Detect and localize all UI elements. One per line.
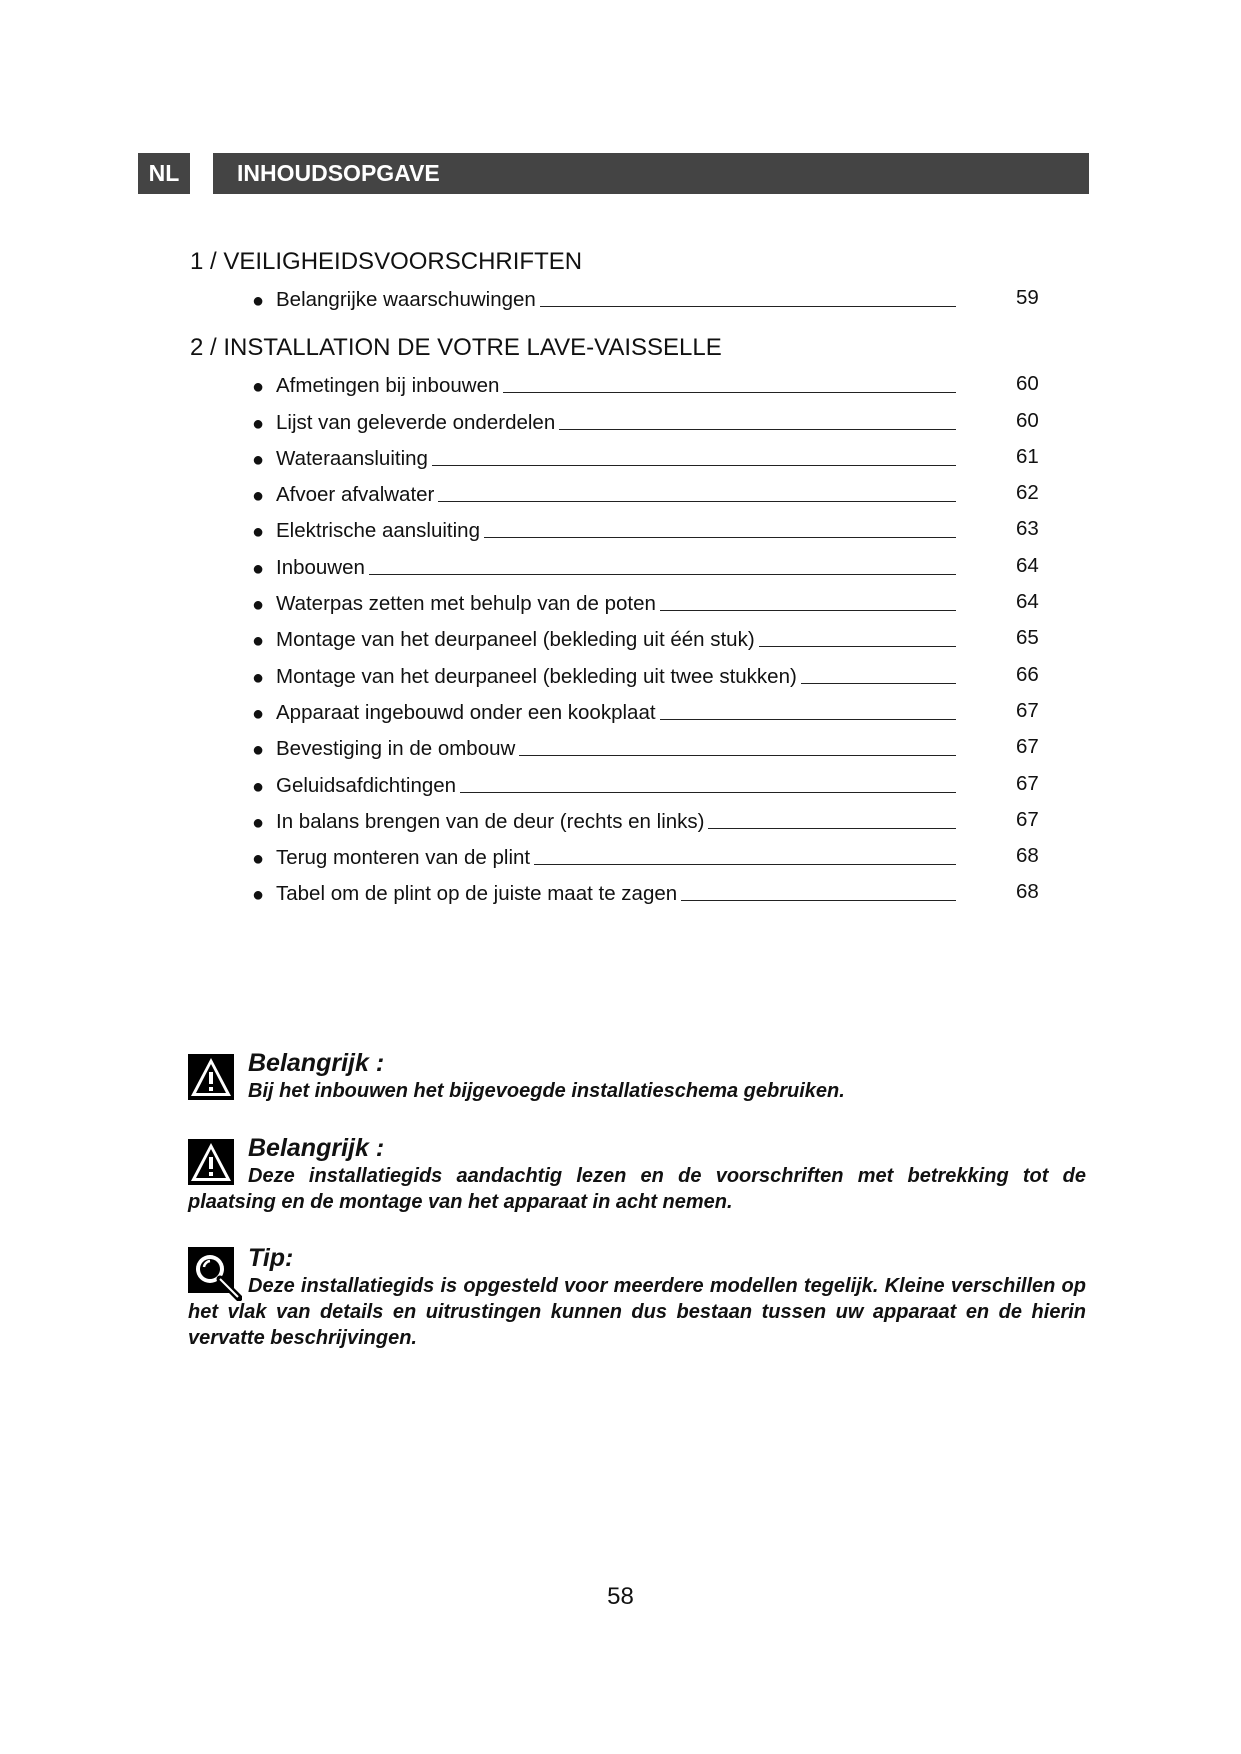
- toc-entry[interactable]: [190, 445, 1050, 481]
- toc-entry[interactable]: [190, 772, 1050, 808]
- toc-entry-label: Montage van het deurpaneel (bekleding uit één stuk): [276, 628, 755, 652]
- toc-entry-page: 60: [1016, 372, 1039, 396]
- bullet-icon: ●: [252, 811, 265, 834]
- bullet-icon: ●: [252, 630, 265, 653]
- toc-entry[interactable]: [190, 699, 1050, 735]
- toc-entry-label: Tabel om de plint op de juiste maat te zagen: [276, 882, 678, 906]
- toc-entry-label: Bevestiging in de ombouw: [276, 737, 516, 761]
- toc-entry[interactable]: [190, 880, 1050, 916]
- toc-entry[interactable]: [190, 808, 1050, 844]
- toc-entry-label: Elektrische aansluiting: [276, 519, 480, 543]
- bullet-icon: ●: [252, 557, 265, 580]
- toc-entry-page: 63: [1016, 517, 1039, 541]
- toc-entry[interactable]: [190, 372, 1050, 408]
- warning-icon: [188, 1054, 234, 1100]
- table-of-contents: [190, 246, 1050, 917]
- toc-entry[interactable]: [190, 590, 1050, 626]
- toc-entry[interactable]: [190, 844, 1050, 880]
- bullet-icon: ●: [252, 485, 265, 508]
- toc-entry-label: Belangrijke waarschuwingen: [276, 288, 536, 311]
- toc-entry-page: 68: [1016, 880, 1039, 904]
- toc-entry-label: Lijst van geleverde onderdelen: [276, 410, 556, 434]
- toc-entry-label: Afmetingen bij inbouwen: [276, 374, 500, 398]
- notice-important-1: [188, 1048, 1086, 1104]
- toc-entry-page: 67: [1016, 807, 1039, 831]
- toc-entry-label: Apparaat ingebouwd onder een kookplaat: [276, 700, 656, 724]
- bullet-icon: ●: [252, 594, 265, 617]
- notice-tip: [188, 1243, 1086, 1351]
- bullet-icon: ●: [252, 412, 265, 435]
- toc-entry-page: 61: [1016, 444, 1039, 468]
- leader-line: [519, 755, 956, 756]
- toc-entry-label: Geluidsafdichtingen: [276, 773, 457, 797]
- notice-heading: Tip:: [248, 1244, 294, 1272]
- toc-entry-label: Afvoer afvalwater: [276, 483, 435, 507]
- leader-line: [484, 537, 956, 538]
- notice-heading: Belangrijk :: [248, 1049, 385, 1077]
- toc-entry[interactable]: [190, 554, 1050, 590]
- section-title-installation: 2 / INSTALLATION DE VOTRE LAVE-VAISSELLE: [190, 334, 722, 362]
- language-badge: NL: [138, 153, 190, 194]
- bullet-icon: ●: [252, 448, 265, 471]
- bullet-icon: ●: [252, 775, 265, 798]
- leader-line: [681, 900, 956, 901]
- page-title: INHOUDSOPGAVE: [213, 153, 1089, 194]
- toc-entry[interactable]: [190, 409, 1050, 445]
- toc-entry-page: 64: [1016, 553, 1039, 577]
- toc-entry-page: 68: [1016, 844, 1039, 868]
- bullet-icon: ●: [252, 848, 265, 871]
- leader-line: [540, 306, 956, 307]
- toc-entry-page: 59: [1016, 286, 1039, 309]
- leader-line: [660, 719, 956, 720]
- toc-entry-label: Montage van het deurpaneel (bekleding uit twee stukken): [276, 664, 797, 688]
- notice-heading: Belangrijk :: [248, 1134, 385, 1162]
- leader-line: [432, 465, 956, 466]
- bullet-icon: ●: [252, 521, 265, 544]
- warning-icon: [188, 1139, 234, 1185]
- toc-entry-label: Waterpas zetten met behulp van de poten: [276, 592, 656, 616]
- leader-line: [503, 392, 956, 393]
- toc-entry-page: 67: [1016, 698, 1039, 722]
- toc-entry-page: 67: [1016, 735, 1039, 759]
- toc-entry[interactable]: [190, 517, 1050, 553]
- toc-entry-label: Terug monteren van de plint: [276, 846, 531, 870]
- notice-text: Bij het inbouwen het bijgevoegde installatieschema gebruiken.: [248, 1080, 845, 1102]
- notice-text: Deze installatiegids is opgesteld voor meerdere modellen tegelijk. Kleine verschillen op het vlak van details en uitrustingen kunnen dus bestaan tussen uw apparaat en de hierin vervatte beschrijvingen.: [188, 1275, 1086, 1349]
- toc-entry-page: 67: [1016, 771, 1039, 795]
- toc-entry[interactable]: [190, 663, 1050, 699]
- toc-entry-page: 66: [1016, 662, 1039, 686]
- toc-entry-label: Inbouwen: [276, 555, 365, 579]
- page-number: 58: [607, 1583, 634, 1610]
- bullet-icon: ●: [252, 739, 265, 762]
- leader-line: [660, 610, 956, 611]
- leader-line: [369, 574, 956, 575]
- leader-line: [559, 429, 956, 430]
- toc-entry-label: Wateraansluiting: [276, 446, 428, 470]
- toc-entry[interactable]: [190, 481, 1050, 517]
- bullet-icon: ●: [252, 884, 265, 907]
- notice-important-2: [188, 1133, 1086, 1215]
- toc-entry[interactable]: [190, 626, 1050, 662]
- section-title-safety: 1 / VEILIGHEIDSVOORSCHRIFTEN: [190, 248, 583, 275]
- leader-line: [460, 792, 956, 793]
- bullet-icon: ●: [252, 376, 265, 399]
- toc-entry-page: 65: [1016, 626, 1039, 650]
- leader-line: [438, 501, 956, 502]
- leader-line: [534, 864, 956, 865]
- toc-entry-page: 64: [1016, 590, 1039, 614]
- toc-entry-page: 60: [1016, 408, 1039, 432]
- notice-text: Deze installatiegids aandachtig lezen en de voorschriften met betrekking tot de plaatsing en de montage van het apparaat in acht nemen.: [188, 1165, 1086, 1213]
- toc-entry-page: 62: [1016, 481, 1039, 505]
- toc-entry[interactable]: [190, 286, 1050, 322]
- toc-entry-label: In balans brengen van de deur (rechts en links): [276, 809, 705, 833]
- bullet-icon: ●: [252, 666, 265, 689]
- toc-entry[interactable]: [190, 735, 1050, 771]
- bullet-icon: ●: [252, 702, 265, 725]
- bullet-icon: ●: [252, 290, 265, 312]
- leader-line: [708, 828, 956, 829]
- leader-line: [759, 646, 956, 647]
- leader-line: [801, 683, 956, 684]
- magnifier-icon: [188, 1247, 242, 1301]
